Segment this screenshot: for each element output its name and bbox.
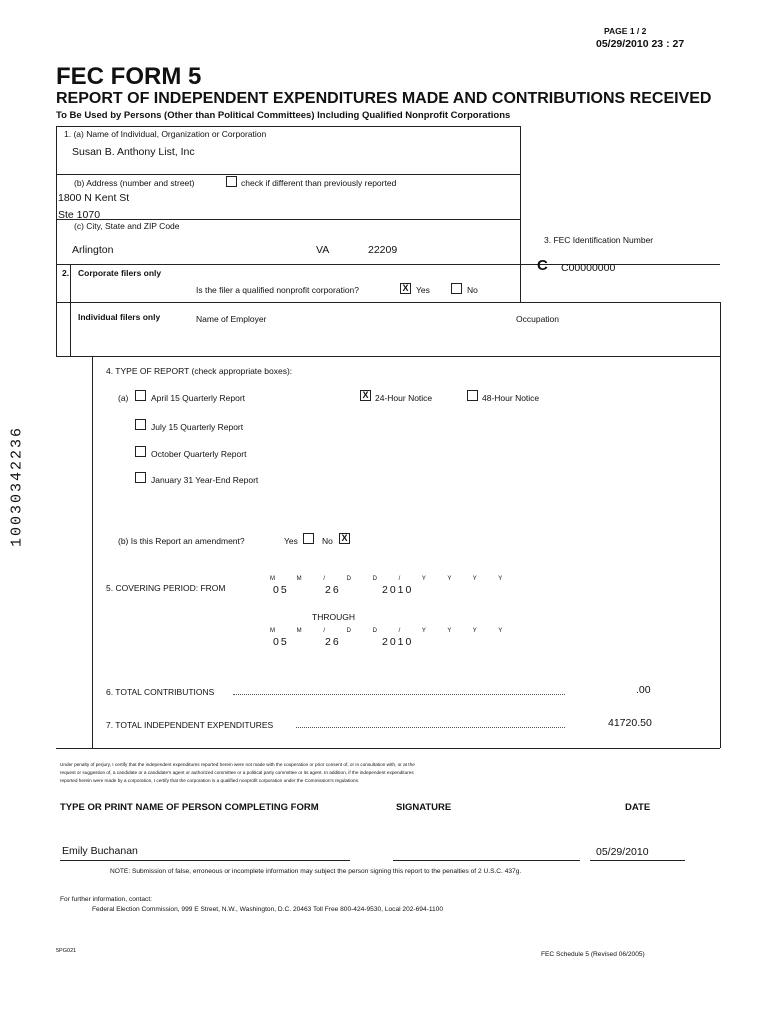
total-expenditures-leader xyxy=(296,727,565,728)
total-contributions-value: .00 xyxy=(636,684,651,696)
amendment-question: (b) Is this Report an amendment? xyxy=(118,536,245,546)
side-stamp: 10030342236 xyxy=(8,425,26,548)
fec-contact: Federal Election Commission, 999 E Street, N.W., Washington, D.C. 20463 Toll Free 800-424-9530, Local 202-694-1100 xyxy=(92,906,443,913)
zip-value: 22209 xyxy=(368,244,398,256)
form-code: 5PG021 xyxy=(56,948,77,954)
name-value: Susan B. Anthony List, Inc xyxy=(72,146,195,158)
nonprofit-question: Is the filer a qualified nonprofit corporation? xyxy=(196,285,360,295)
to-day: 26 xyxy=(325,636,341,648)
signature-note: NOTE: Submission of false, erroneous or incomplete information may subject the person signing this report to the penalties of 2 U.S.C. 437g. xyxy=(110,868,522,875)
april-checkbox[interactable] xyxy=(135,390,146,401)
january-checkbox[interactable] xyxy=(135,472,146,483)
schedule-revision: FEC Schedule 5 (Revised 06/2005) xyxy=(541,951,645,958)
page-number: PAGE 1 / 2 xyxy=(604,26,647,36)
signature-label: SIGNATURE xyxy=(396,802,452,813)
city-label: (c) City, State and ZIP Code xyxy=(74,221,180,231)
header-datetime: 05/29/2010 23 : 27 xyxy=(596,38,685,50)
signer-name-label: TYPE OR PRINT NAME OF PERSON COMPLETING FORM xyxy=(60,802,319,813)
employer-label: Name of Employer xyxy=(196,314,267,324)
individual-filers-label: Individual filers only xyxy=(78,312,161,322)
through-label: THROUGH xyxy=(312,612,355,622)
address-line2: Ste 1070 xyxy=(58,209,101,221)
july-label: July 15 Quarterly Report xyxy=(151,422,244,432)
date-label: DATE xyxy=(625,802,651,813)
address-changed-checkbox[interactable] xyxy=(226,176,237,187)
fec-id-label: 3. FEC Identification Number xyxy=(544,235,654,245)
report-title: REPORT OF INDEPENDENT EXPENDITURES MADE AND CONTRIBUTIONS RECEIVED xyxy=(56,90,712,107)
fec-id-value: C00000000 xyxy=(561,262,616,274)
certification-line2: request or suggestion of, a candidate or a candidate's agent or authorized committee or a political party committee or its agent. In addition, if the independent expenditures xyxy=(60,770,414,775)
city-value: Arlington xyxy=(72,244,114,256)
from-day: 26 xyxy=(325,584,341,596)
state-value: VA xyxy=(316,244,330,256)
certification-line1: Under penalty of perjury, I certify that the independent expenditures reported herein were not made with the cooperation or prior consent of, or in consultation with, or at the xyxy=(60,762,415,767)
hour48-checkbox[interactable] xyxy=(467,390,478,401)
section2-number: 2. xyxy=(62,268,70,278)
report-type-label: 4. TYPE OF REPORT (check appropriate boxes): xyxy=(106,366,293,376)
address-label: (b) Address (number and street) xyxy=(74,178,195,188)
report-type-a: (a) xyxy=(118,393,129,403)
form-title: FEC FORM 5 xyxy=(56,63,202,90)
hour24-checkbox[interactable]: X xyxy=(360,390,371,401)
nonprofit-no-label: No xyxy=(467,285,478,295)
corporate-filers-label: Corporate filers only xyxy=(78,268,162,278)
total-expenditures-label: 7. TOTAL INDEPENDENT EXPENDITURES xyxy=(106,720,274,730)
certification-line3: reported herein were made by a corporation, I certify that the corporation is a qualified nonprofit corporation under the Commission's regulations. xyxy=(60,778,360,783)
signer-name: Emily Buchanan xyxy=(62,845,138,857)
total-contributions-leader xyxy=(233,694,565,695)
amendment-no-label: No xyxy=(322,536,333,546)
address-check-label: check if different than previously reported xyxy=(241,178,397,188)
july-checkbox[interactable] xyxy=(135,419,146,430)
occupation-label: Occupation xyxy=(516,314,559,324)
april-label: April 15 Quarterly Report xyxy=(151,393,246,403)
october-checkbox[interactable] xyxy=(135,446,146,457)
to-year: 2010 xyxy=(382,636,414,648)
amendment-yes-checkbox[interactable] xyxy=(303,533,314,544)
nonprofit-yes-label: Yes xyxy=(416,285,430,295)
nonprofit-no-checkbox[interactable] xyxy=(451,283,462,294)
january-label: January 31 Year-End Report xyxy=(151,475,259,485)
name-label: 1. (a) Name of Individual, Organization or Corporation xyxy=(64,129,267,139)
covering-period-label: 5. COVERING PERIOD: FROM xyxy=(106,583,226,593)
amendment-yes-label: Yes xyxy=(284,536,298,546)
fec-id-prefix: C xyxy=(537,257,548,274)
october-label: October Quarterly Report xyxy=(151,449,247,459)
total-expenditures-value: 41720.50 xyxy=(608,717,652,729)
amendment-no-checkbox[interactable]: X xyxy=(339,533,350,544)
to-month: 05 xyxy=(273,636,289,648)
from-year: 2010 xyxy=(382,584,414,596)
address-line1: 1800 N Kent St xyxy=(58,192,130,204)
further-info-label: For further information, contact: xyxy=(60,896,152,903)
hour24-label: 24-Hour Notice xyxy=(375,393,433,403)
from-date-letters: M M / D D / Y Y Y Y xyxy=(270,576,513,582)
hour48-label: 48-Hour Notice xyxy=(482,393,540,403)
to-date-letters: M M / D D / Y Y Y Y xyxy=(270,628,513,634)
nonprofit-yes-checkbox[interactable]: X xyxy=(400,283,411,294)
total-contributions-label: 6. TOTAL CONTRIBUTIONS xyxy=(106,687,215,697)
report-subtitle: To Be Used by Persons (Other than Political Committees) Including Qualified Nonprofit Corporations xyxy=(56,110,511,121)
from-month: 05 xyxy=(273,584,289,596)
signature-date: 05/29/2010 xyxy=(596,846,649,858)
